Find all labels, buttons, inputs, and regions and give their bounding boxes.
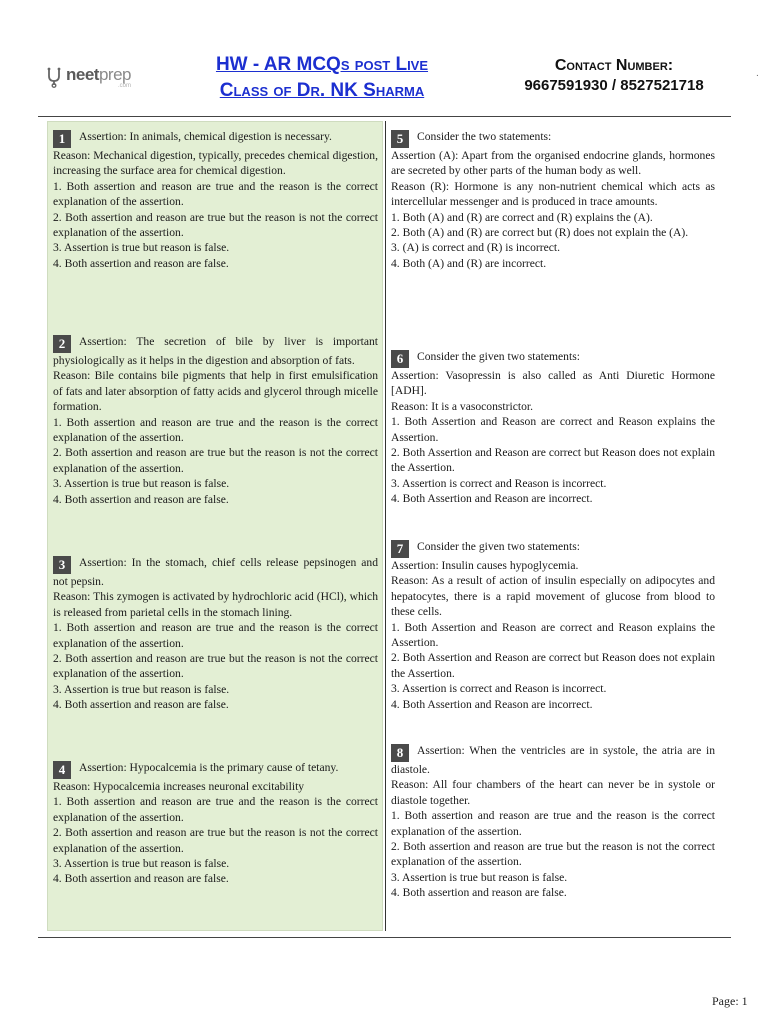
option-3: 3. (A) is correct and (R) is incorrect. — [391, 241, 561, 255]
option-2: 2. Both (A) and (R) are correct but (R) does not explain the (A). — [391, 226, 689, 240]
question-4 — [53, 760, 378, 887]
question-number: 3 — [53, 556, 71, 574]
question-intro: Consider the two statements: — [417, 130, 552, 143]
option-2: 2. Both assertion and reason are true but the reason is not the correct explanation of the assertion. — [53, 652, 378, 681]
option-2: 2. Both Assertion and Reason are correct but Reason does not explain the Assertion. — [391, 651, 715, 680]
option-1: 1. Both assertion and reason are true and the reason is the correct explanation of the assertion. — [53, 795, 378, 824]
assertion-text: Assertion: In animals, chemical digestion is necessary. — [79, 130, 332, 143]
contact-block — [496, 56, 732, 96]
question-number: 2 — [53, 335, 71, 353]
option-3: 3. Assertion is correct and Reason is incorrect. — [391, 476, 607, 490]
contact-label: Contact Number: — [554, 57, 674, 74]
option-3: 3. Assertion is true but reason is false. — [53, 477, 230, 491]
bottom-divider — [38, 937, 731, 938]
question-2 — [53, 334, 378, 507]
option-3: 3. Assertion is true but reason is false. — [53, 857, 230, 871]
reason-text: Reason: It is a vasoconstrictor. — [391, 399, 533, 413]
option-2: 2. Both assertion and reason are true but the reason is not the correct explanation of the assertion. — [53, 210, 378, 240]
reason-text: Reason: This zymogen is activated by hydrochloric acid (HCl), which is released from parietal cells in the stomach lining. — [53, 590, 378, 619]
question-number: 1 — [53, 130, 71, 148]
question-7 — [391, 539, 715, 712]
question-8 — [391, 743, 715, 901]
option-3: 3. Assertion is true but reason is false. — [53, 682, 230, 696]
option-2: 2. Both Assertion and Reason are correct but Reason does not explain the Assertion. — [391, 446, 715, 475]
option-1: 1. Both assertion and reason are true and the reason is the correct explanation of the assertion. — [391, 809, 715, 838]
reason-text: Reason (R): Hormone is any non-nutrient chemical which acts as intercellular messenger and is produced in trace amounts. — [391, 179, 715, 209]
option-4: 4. Both assertion and reason are false. — [391, 886, 567, 900]
column-divider — [385, 121, 386, 931]
assertion-text: Assertion: When the ventricles are in systole, the atria are in diastole. — [391, 744, 715, 776]
option-4: 4. Both assertion and reason are false. — [53, 872, 229, 886]
reason-text: Reason: Bile contains bile pigments that help in first emulsification of fats and later absorption of fatty acids and glycerol through micelle formation. — [53, 369, 378, 414]
option-1: 1. Both Assertion and Reason are correct and Reason explains the Assertion. — [391, 415, 715, 444]
option-4: 4. Both Assertion and Reason are incorrect. — [391, 697, 593, 711]
question-intro: Consider the given two statements: — [417, 350, 580, 363]
question-intro: Consider the given two statements: — [417, 540, 580, 553]
logo-subtext: .com — [118, 83, 132, 89]
assertion-text: Assertion: The secretion of bile by liver is important physiologically as it helps in the digestion and absorption of fats. — [53, 335, 378, 367]
option-3: 3. Assertion is true but reason is false. — [391, 870, 568, 884]
option-2: 2. Both assertion and reason are true but the reason is not the correct explanation of the assertion. — [53, 826, 378, 855]
option-4: 4. Both (A) and (R) are incorrect. — [391, 256, 547, 270]
reason-text: Reason: Hypocalcemia increases neuronal excitability — [53, 780, 305, 793]
header-dot: . — [756, 68, 759, 79]
title-line-2: Class of Dr. NK Sharma — [219, 80, 425, 101]
option-4: 4. Both assertion and reason are false. — [53, 256, 229, 270]
question-number: 4 — [53, 761, 71, 779]
assertion-text: Assertion (A): Apart from the organised endocrine glands, hormones are secreted by other parts of the human body as well. — [391, 149, 715, 178]
option-3: 3. Assertion is true but reason is false. — [53, 241, 230, 255]
assertion-text: Assertion: Vasopressin is also called as Anti Diuretic Hormone [ADH]. — [391, 369, 715, 398]
title-line-1: HW - AR MCQs post Live — [215, 54, 429, 75]
stethoscope-icon — [44, 66, 66, 88]
question-6 — [391, 349, 715, 507]
option-4: 4. Both assertion and reason are false. — [53, 698, 229, 712]
neetprep-logo — [44, 64, 154, 90]
page-number: Page: 1 — [712, 994, 748, 1008]
page-title — [170, 52, 474, 104]
option-1: 1. Both (A) and (R) are correct and (R) explains the (A). — [391, 210, 653, 224]
assertion-text: Assertion: Hypocalcemia is the primary cause of tetany. — [79, 761, 339, 774]
option-2: 2. Both assertion and reason are true but the reason is not the correct explanation of the assertion. — [391, 840, 715, 869]
reason-text: Reason: Mechanical digestion, typically, precedes chemical digestion, increasing the surface area for chemical digestion. — [53, 149, 378, 178]
question-number: 8 — [391, 744, 409, 762]
reason-text: Reason: All four chambers of the heart can never be in systole or diastole together. — [391, 778, 715, 807]
option-1: 1. Both Assertion and Reason are correct and Reason explains the Assertion. — [391, 620, 715, 650]
assertion-text: Assertion: In the stomach, chief cells release pepsinogen and not pepsin. — [53, 556, 378, 588]
option-2: 2. Both assertion and reason are true but the reason is not the correct explanation of the assertion. — [53, 446, 378, 475]
option-1: 1. Both assertion and reason are true and the reason is the correct explanation of the assertion. — [53, 621, 378, 650]
top-divider — [38, 116, 731, 117]
option-1: 1. Both assertion and reason are true and the reason is the correct explanation of the assertion. — [53, 415, 378, 445]
question-3 — [53, 555, 378, 713]
option-4: 4. Both assertion and reason are false. — [53, 492, 229, 506]
question-number: 5 — [391, 130, 409, 148]
question-number: 7 — [391, 540, 409, 558]
question-1 — [53, 129, 378, 271]
contact-numbers: 9667591930 / 8527521718 — [524, 77, 704, 94]
question-number: 6 — [391, 350, 409, 368]
option-3: 3. Assertion is correct and Reason is incorrect. — [391, 682, 607, 696]
option-1: 1. Both assertion and reason are true and the reason is the correct explanation of the assertion. — [53, 179, 378, 209]
reason-text: Reason: As a result of action of insulin especially on adipocytes and hepatocytes, there is a rapid movement of glucose from blood to these cells. — [391, 574, 715, 619]
logo-wordmark: neetprep — [66, 65, 131, 84]
question-5 — [391, 129, 715, 271]
assertion-text: Assertion: Insulin causes hypoglycemia. — [391, 559, 579, 572]
option-4: 4. Both Assertion and Reason are incorrect. — [391, 492, 593, 506]
